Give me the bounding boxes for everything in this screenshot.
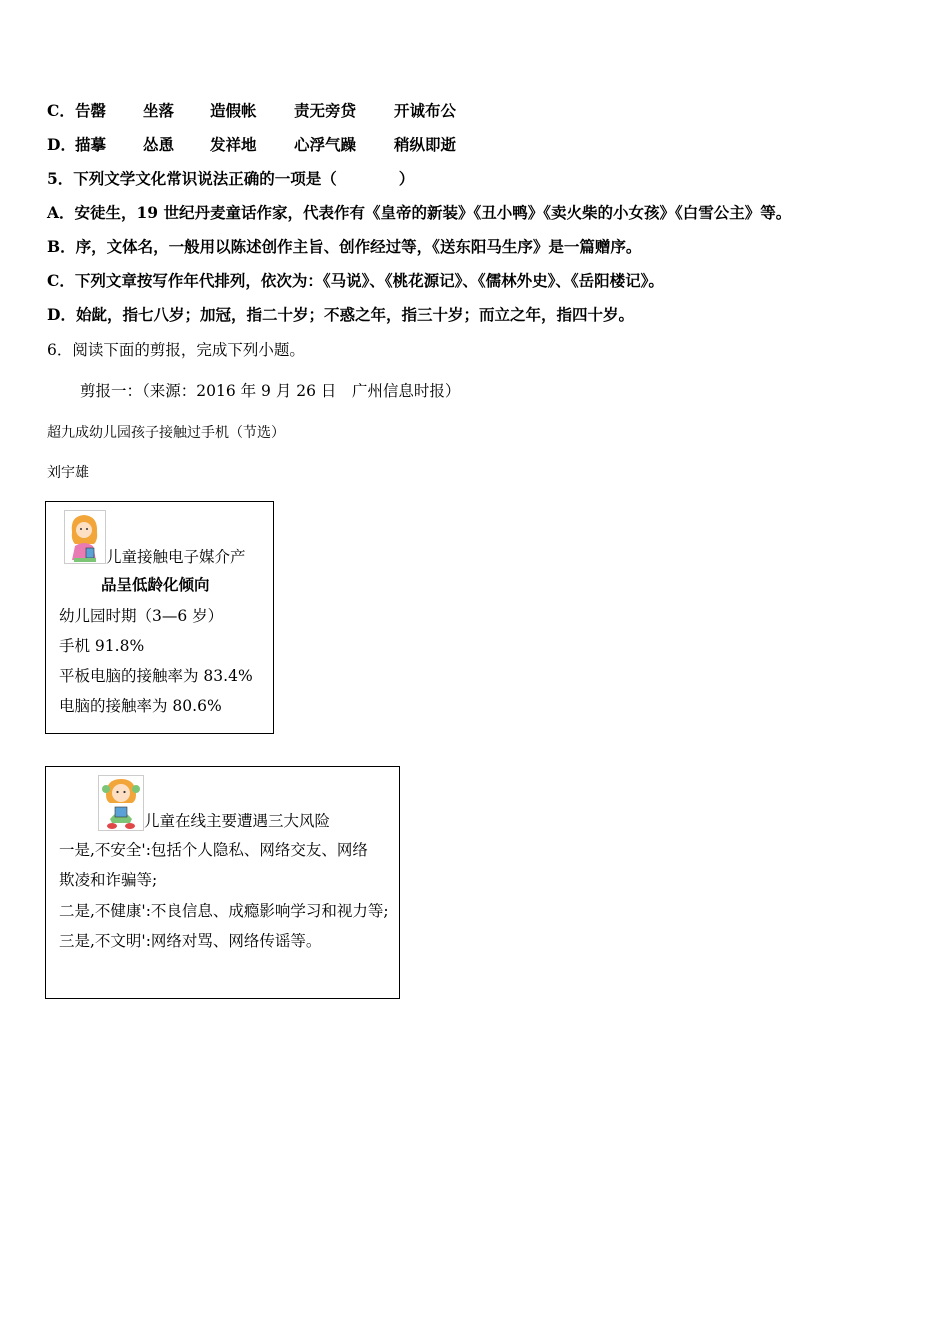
risk-box [45, 766, 400, 999]
box2-title: 儿童在线主要遭遇三大风险 [144, 812, 331, 830]
box1-title-line1: 儿童接触电子媒介产 [106, 548, 246, 566]
q5-option-c: C．下列文章按写作年代排列，依次为：《马说》、《桃花源记》、《儒林外史》、《岳阳楼记》。 [47, 271, 664, 290]
box2-line: 三是,不文明':网络对骂、网络传谣等。 [59, 932, 322, 950]
girl-with-phone-icon [64, 510, 106, 564]
box2-line: 一是,不安全':包括个人隐私、网络交友、网络 [59, 841, 368, 859]
word: 造假帐 [210, 101, 257, 120]
box1-line: 电脑的接触率为 80.6% [59, 697, 222, 715]
box1-title-line2: 品呈低龄化倾向 [101, 575, 210, 594]
box1-line: 手机 91.8% [59, 637, 145, 655]
stat-box-media [45, 501, 274, 734]
girl-with-tablet-icon [98, 775, 144, 831]
box2-line: 欺凌和诈骗等; [59, 871, 158, 889]
q5-option-b: B．序，文体名，一般用以陈述创作主旨、创作经过等，《送东阳马生序》是一篇赠序。 [47, 237, 642, 256]
word: 发祥地 [210, 135, 257, 154]
word: 责无旁贷 [294, 101, 357, 120]
word: 坐落 [143, 101, 175, 120]
word: 怂恿 [143, 135, 175, 154]
word: 开诚布公 [394, 101, 457, 120]
author: 刘宇雄 [47, 465, 89, 481]
word: 心浮气躁 [294, 135, 357, 154]
q4-option-d: D．描摹 怂恿 发祥地 心浮气躁 稍纵即逝 [47, 135, 457, 154]
box2-line: 二是,不健康':不良信息、成瘾影响学习和视力等; [59, 902, 389, 920]
q6-stem: 6．阅读下面的剪报，完成下列小题。 [47, 341, 305, 359]
word: 稍纵即逝 [394, 135, 457, 154]
q5-option-d: D．始龀，指七八岁；加冠，指二十岁；不惑之年，指三十岁；而立之年，指四十岁。 [47, 305, 634, 324]
box1-line: 平板电脑的接触率为 83.4% [59, 667, 253, 685]
word: 告罄 [75, 101, 107, 120]
word: 描摹 [75, 135, 107, 154]
q5-stem: 5．下列文学文化常识说法正确的一项是（ ） [47, 169, 415, 188]
article-title: 超九成幼儿园孩子接触过手机（节选） [47, 425, 285, 441]
q4-option-c: C．告罄 坐落 造假帐 责无旁贷 开诚布公 [47, 101, 457, 120]
q5-option-a: A．安徒生，19 世纪丹麦童话作家，代表作有《皇帝的新装》《丑小鸭》《卖火柴的小女孩》《白雪公主》等。 [47, 203, 792, 222]
clip-source: 剪报一：（来源：2016 年 9 月 26 日 广州信息时报） [80, 382, 461, 400]
box1-line: 幼儿园时期（3—6 岁） [59, 607, 224, 625]
